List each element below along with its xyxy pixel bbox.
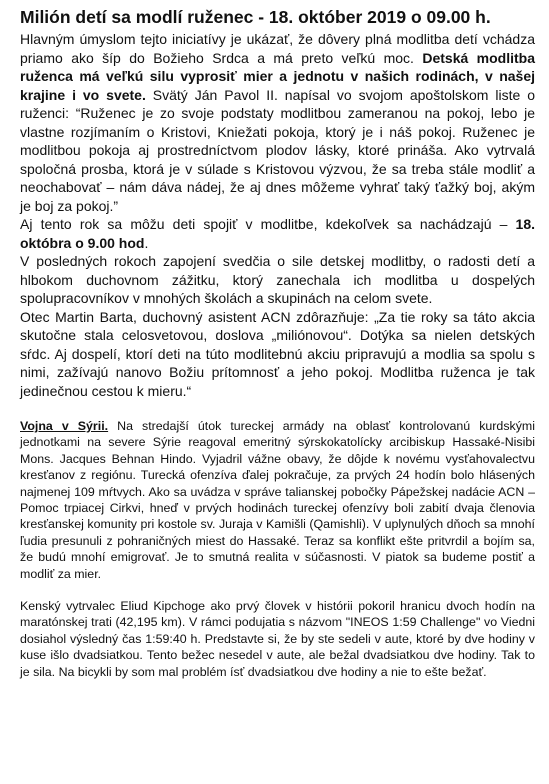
rosary-date-bold: 18. októbra o 9.00 hod — [20, 216, 535, 251]
syria-heading: Vojna v Sýrii. — [20, 419, 109, 433]
rosary-date-intro: Aj tento rok sa môžu deti spojiť v modlitbe, kdekoľvek sa nachádzajú – — [20, 216, 508, 232]
rosary-date-end: . — [144, 234, 149, 251]
syria-paragraph — [20, 418, 535, 582]
section-spacer — [20, 400, 535, 418]
rosary-paragraph-4: Otec Martin Barta, duchovný asistent ACN zdôrazňuje: „Za tie roky sa táto akcia skutočne stala celosvetovou, doslova „miliónovou“. Dotýka sa nielen detských sŕdc. Aj dospelí, ktorí deti na túto modlitebnú akciu pripravujú a modlia sa spolu s nimi, zažívajú nanovo Božiu prítomnosť a jeho pokoj. Modlitba ruženca je tak jedinečnou cestou k mieru.“ — [20, 308, 535, 399]
syria-text: Na stredajší útok tureckej armády na oblasť kontrolovanú kurdskými jednotkami na severe Sýrie reagoval emeritný sýrskokatolícky arcibiskup Hassaké-Nisibi Mons. Jacques Behnan Hindo. Vyjadril vážne obavy, že dôjde k novému vysťahovalectvu kresťanov z regiónu. Turecká ofenzíva ďalej pokračuje, za prvých 24 hodín bolo hlásených najmenej 109 mŕtvych. Ako sa uvádza v správe talianskej pobočky Pápežskej nadácie ACN – Pomoc trpiacej Cirkvi, hneď v prvých hodinách tureckej ofenzívy boli zabití dvaja členovia kresťanskej komunity pri kostole sv. Juraja v Kamišli (Qamishli). V uplynulých dňoch sa mnohí ľudia presunuli z pohraničných miest do Hassaké. Teraz sa konflikt ešte pritvrdil a bojím sa, že budú mnohí emigrovať. Je to smutná realita v súčasnosti. V piatok sa budeme postiť a modliť za mier. — [20, 419, 535, 581]
section-spacer — [20, 582, 535, 598]
rosary-paragraph-1 — [20, 30, 535, 215]
marathon-paragraph: Kenský vytrvalec Eliud Kipchoge ako prvý človek v histórii pokoril hranicu dvoch hodín na maratónskej trati (42,195 km). V rámci podujatia s názvom "INEOS 1:59 Challenge" vo Viedni dosiahol výsledný čas 1:59:40 h. Predstavte si, že by ste sedeli v aute, ktoré by dve hodiny v kuse išlo dvadsiatkou. Tento bežec nesedel v aute, ale bežal dvadsiatkou dve hodiny. Tak to je sila. Na bicykli by som mal problém ísť dvadsiatkou dve hodiny a nie to ešte bežať. — [20, 599, 535, 679]
page-title: Milión detí sa modlí ruženec - 18. október 2019 o 09.00 h. — [20, 7, 491, 27]
bulletin-page — [20, 6, 535, 680]
rosary-paragraph-3: V posledných rokoch zapojení svedčia o sile detskej modlitby, o radosti detí a hlbokom duchovnom zážitku, ktorý zanechala ich modlitba u dospelých spolupracovníkov v mnohých školách a skupinách na celom svete. — [20, 253, 535, 306]
rosary-paragraph-2 — [20, 215, 535, 252]
rosary-pope-quote: Svätý Ján Pavol II. napísal vo svojom apoštolskom liste o ruženci: “Ruženec je zo svoje podstaty modlitbou zameranou na pokoj, lebo je vlastne rozjímaním o Kristovi, Kniežati pokoja, ktorý je i náš pokoj. Ruženec je modlitbou pokoja aj prostredníctvom plodov lásky, ktoré prináša. Ako vytrvalá spoločná prosba, ktorá je v súlade s Kristovou výzvou, že sa treba stále modliť a neochabovať – nám dáva nádej, že aj dnes môžeme vyhrať taký ťažký boj, akým je boj za pokoj.” — [20, 86, 535, 214]
rosary-intro-text: Hlavným úmyslom tejto iniciatívy je ukázať, že dôvery plná modlitba detí vchádza priamo ako šíp do Božieho Srdca a má preto veľkú moc. — [20, 31, 535, 66]
rosary-highlight-text: Detská modlitba ruženca má veľkú silu vyprosiť mier a jednotu v našich rodinách, v našej krajine i vo svete. — [20, 49, 536, 103]
